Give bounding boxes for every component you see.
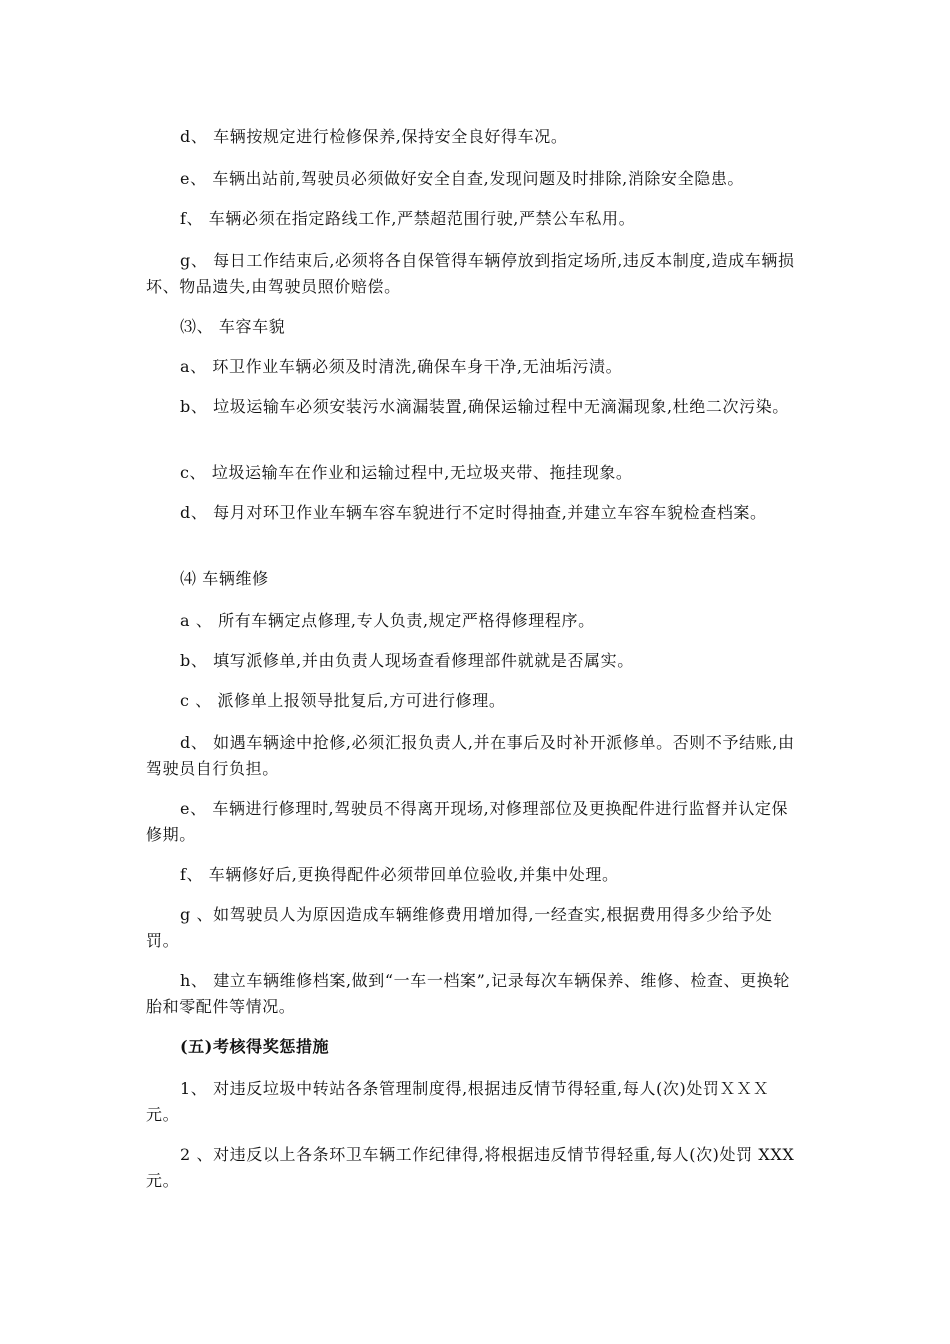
section-heading-vehicle-appearance: ⑶、 车容车貌 (180, 317, 286, 336)
paragraph-repair-b: b、 填写派修单,并由负责人现场查看修理部件就就是否属实。 (180, 651, 634, 670)
section-heading-rewards-penalties: (五)考核得奖惩措施 (180, 1037, 330, 1056)
paragraph-appearance-a: a、 环卫作业车辆必须及时清洗,确保车身干净,无油垢污渍。 (180, 357, 623, 376)
paragraph-appearance-d: d、 每月对环卫作业车辆车容车貌进行不定时得抽查,并建立车容车貌检查档案。 (180, 503, 767, 522)
paragraph-vehicle-maintenance-d: d、 车辆按规定进行检修保养,保持安全良好得车况。 (180, 127, 568, 146)
paragraph-repair-c: c 、 派修单上报领导批复后,方可进行修理。 (180, 691, 506, 710)
paragraph-appearance-b: b、 垃圾运输车必须安装污水滴漏装置,确保运输过程中无滴漏现象,杜绝二次污染。 (180, 397, 789, 416)
paragraph-vehicle-route-f: f、 车辆必须在指定路线工作,严禁超范围行驶,严禁公车私用。 (180, 209, 636, 228)
section-heading-vehicle-repair: ⑷ 车辆维修 (180, 569, 269, 588)
paragraph-repair-h: h、 建立车辆维修档案,做到“一车一档案”,记录每次车辆保养、维修、检查、更换轮胎和零配件等情况。 (146, 971, 790, 1016)
paragraph-vehicle-parking-g: g、 每日工作结束后,必须将各自保管得车辆停放到指定场所,违反本制度,造成车辆损坏、物品遗失,由驾驶员照价赔偿。 (146, 251, 795, 296)
paragraph-penalty-2: 2 、对违反以上各条环卫车辆工作纪律得,将根据违反情节得轻重,每人(次)处罚 XXX 元。 (146, 1145, 795, 1190)
paragraph-repair-a: a 、 所有车辆定点修理,专人负责,规定严格得修理程序。 (180, 611, 595, 630)
paragraph-repair-e: e、 车辆进行修理时,驾驶员不得离开现场,对修理部位及更换配件进行监督并认定保修期。 (146, 799, 789, 844)
paragraph-vehicle-departure-e: e、 车辆出站前,驾驶员必须做好安全自查,发现问题及时排除,消除安全隐患。 (180, 169, 745, 188)
paragraph-penalty-1: 1、 对违反垃圾中转站各条管理制度得,根据违反情节得轻重,每人(次)处罚ＸＸＸ元。 (146, 1079, 770, 1124)
paragraph-appearance-c: c、 垃圾运输车在作业和运输过程中,无垃圾夹带、拖挂现象。 (180, 463, 633, 482)
paragraph-repair-f: f、 车辆修好后,更换得配件必须带回单位验收,并集中处理。 (180, 865, 619, 884)
paragraph-repair-d: d、 如遇车辆途中抢修,必须汇报负责人,并在事后及时补开派修单。否则不予结账,由驾驶员自行负担。 (146, 733, 795, 778)
paragraph-repair-g: g 、如驾驶员人为原因造成车辆维修费用增加得,一经查实,根据费用得多少给予处罚。 (146, 905, 773, 950)
